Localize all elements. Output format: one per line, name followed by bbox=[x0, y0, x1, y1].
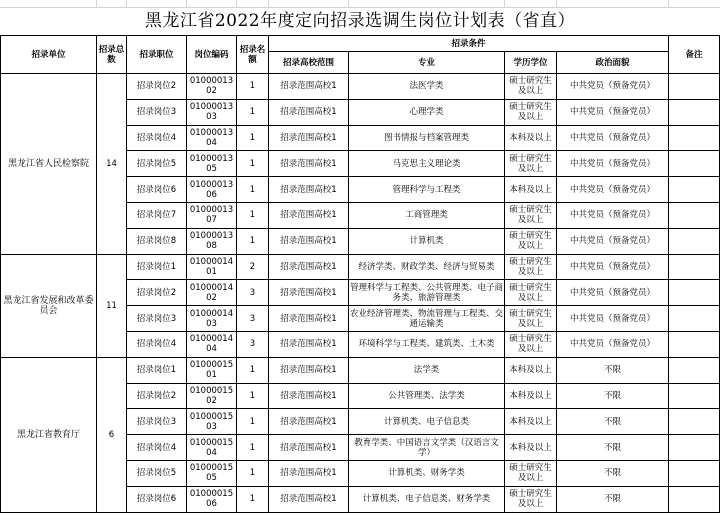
post-cell: 招录岗位1 bbox=[127, 357, 187, 383]
degree-cell: 硕士研究生及以上 bbox=[505, 99, 557, 125]
count-cell: 1 bbox=[237, 177, 269, 203]
code-cell: 0100001501 bbox=[187, 357, 237, 383]
count-cell: 1 bbox=[237, 409, 269, 435]
political-cell: 中共党员（预备党员） bbox=[557, 151, 669, 177]
degree-cell: 本科及以上 bbox=[505, 357, 557, 383]
count-cell: 1 bbox=[237, 383, 269, 409]
remark-cell bbox=[669, 74, 720, 100]
count-cell: 1 bbox=[237, 74, 269, 100]
degree-cell: 硕士研究生及以上 bbox=[505, 228, 557, 254]
political-cell: 中共党员（预备党员） bbox=[557, 74, 669, 100]
post-cell: 招录岗位4 bbox=[127, 125, 187, 151]
remark-cell bbox=[669, 357, 720, 383]
post-cell: 招录岗位2 bbox=[127, 383, 187, 409]
political-cell: 不限 bbox=[557, 409, 669, 435]
code-cell: 0100001401 bbox=[187, 254, 237, 280]
post-cell: 招录岗位1 bbox=[127, 254, 187, 280]
table-row bbox=[1, 254, 720, 280]
remark-cell bbox=[669, 435, 720, 461]
code-cell: 0100001403 bbox=[187, 306, 237, 332]
recruitment-table bbox=[0, 35, 720, 513]
major-cell: 教育学类、中国语言文学类（汉语言文学） bbox=[349, 435, 505, 461]
post-cell: 招录岗位4 bbox=[127, 331, 187, 357]
header-conditions: 招录条件 bbox=[269, 36, 669, 52]
count-cell: 3 bbox=[237, 331, 269, 357]
degree-cell: 硕士研究生及以上 bbox=[505, 460, 557, 486]
school-cell: 招录范围高校1 bbox=[269, 254, 349, 280]
degree-cell: 硕士研究生及以上 bbox=[505, 202, 557, 228]
remark-cell bbox=[669, 125, 720, 151]
total-cell: 6 bbox=[97, 357, 127, 512]
school-cell: 招录范围高校1 bbox=[269, 125, 349, 151]
remark-cell bbox=[669, 460, 720, 486]
code-cell: 0100001505 bbox=[187, 460, 237, 486]
post-cell: 招录岗位3 bbox=[127, 409, 187, 435]
remark-cell bbox=[669, 151, 720, 177]
major-cell: 马克思主义理论类 bbox=[349, 151, 505, 177]
code-cell: 0100001404 bbox=[187, 331, 237, 357]
school-cell: 招录范围高校1 bbox=[269, 357, 349, 383]
count-cell: 1 bbox=[237, 202, 269, 228]
remark-cell bbox=[669, 486, 720, 512]
code-cell: 0100001306 bbox=[187, 177, 237, 203]
school-cell: 招录范围高校1 bbox=[269, 486, 349, 512]
remark-cell bbox=[669, 409, 720, 435]
degree-cell: 本科及以上 bbox=[505, 435, 557, 461]
count-cell: 1 bbox=[237, 435, 269, 461]
political-cell: 不限 bbox=[557, 460, 669, 486]
degree-cell: 硕士研究生及以上 bbox=[505, 306, 557, 332]
major-cell: 管理科学与工程类 bbox=[349, 177, 505, 203]
code-cell: 0100001303 bbox=[187, 99, 237, 125]
remark-cell bbox=[669, 202, 720, 228]
post-cell: 招录岗位2 bbox=[127, 74, 187, 100]
degree-cell: 本科及以上 bbox=[505, 125, 557, 151]
political-cell: 中共党员（预备党员） bbox=[557, 306, 669, 332]
school-cell: 招录范围高校1 bbox=[269, 280, 349, 306]
remark-cell bbox=[669, 306, 720, 332]
count-cell: 3 bbox=[237, 280, 269, 306]
political-cell: 不限 bbox=[557, 435, 669, 461]
major-cell: 法学类 bbox=[349, 357, 505, 383]
header-political: 政治面貌 bbox=[557, 52, 669, 74]
political-cell: 中共党员（预备党员） bbox=[557, 99, 669, 125]
post-cell: 招录岗位7 bbox=[127, 202, 187, 228]
remark-cell bbox=[669, 331, 720, 357]
remark-cell bbox=[669, 254, 720, 280]
code-cell: 0100001504 bbox=[187, 435, 237, 461]
post-cell: 招录岗位8 bbox=[127, 228, 187, 254]
header-row bbox=[1, 36, 720, 52]
post-cell: 招录岗位5 bbox=[127, 151, 187, 177]
column-gridline-band bbox=[0, 0, 720, 8]
political-cell: 中共党员（预备党员） bbox=[557, 331, 669, 357]
unit-cell: 黑龙江省人民检察院 bbox=[1, 74, 97, 255]
school-cell: 招录范围高校1 bbox=[269, 460, 349, 486]
count-cell: 2 bbox=[237, 254, 269, 280]
political-cell: 不限 bbox=[557, 357, 669, 383]
major-cell: 计算机类、电子信息类 bbox=[349, 409, 505, 435]
count-cell: 1 bbox=[237, 486, 269, 512]
major-cell: 经济学类、财政学类、经济与贸易类 bbox=[349, 254, 505, 280]
degree-cell: 硕士研究生及以上 bbox=[505, 486, 557, 512]
major-cell: 计算机类、电子信息类、财务学类 bbox=[349, 486, 505, 512]
code-cell: 0100001308 bbox=[187, 228, 237, 254]
school-cell: 招录范围高校1 bbox=[269, 383, 349, 409]
header-total: 招录总数 bbox=[97, 36, 127, 74]
header-post: 招录职位 bbox=[127, 36, 187, 74]
count-cell: 1 bbox=[237, 460, 269, 486]
header-count: 招录名额 bbox=[237, 36, 269, 74]
post-cell: 招录岗位3 bbox=[127, 306, 187, 332]
count-cell: 3 bbox=[237, 306, 269, 332]
school-cell: 招录范围高校1 bbox=[269, 409, 349, 435]
code-cell: 0100001307 bbox=[187, 202, 237, 228]
post-cell: 招录岗位5 bbox=[127, 460, 187, 486]
major-cell: 公共管理类、法学类 bbox=[349, 383, 505, 409]
political-cell: 中共党员（预备党员） bbox=[557, 228, 669, 254]
major-cell: 计算机类 bbox=[349, 228, 505, 254]
count-cell: 1 bbox=[237, 125, 269, 151]
remark-cell bbox=[669, 383, 720, 409]
degree-cell: 硕士研究生及以上 bbox=[505, 74, 557, 100]
major-cell: 工商管理类 bbox=[349, 202, 505, 228]
degree-cell: 本科及以上 bbox=[505, 177, 557, 203]
header-unit: 招录单位 bbox=[1, 36, 97, 74]
code-cell: 0100001506 bbox=[187, 486, 237, 512]
unit-cell: 黑龙江省发展和改革委员会 bbox=[1, 254, 97, 357]
header-degree: 学历学位 bbox=[505, 52, 557, 74]
political-cell: 不限 bbox=[557, 383, 669, 409]
header-code: 岗位编码 bbox=[187, 36, 237, 74]
code-cell: 0100001304 bbox=[187, 125, 237, 151]
major-cell: 环境科学与工程类、建筑类、土木类 bbox=[349, 331, 505, 357]
school-cell: 招录范围高校1 bbox=[269, 151, 349, 177]
major-cell: 计算机类、财务学类 bbox=[349, 460, 505, 486]
major-cell: 心理学类 bbox=[349, 99, 505, 125]
major-cell: 管理科学与工程类、公共管理类、电子商务类、旅游管理类 bbox=[349, 280, 505, 306]
school-cell: 招录范围高校1 bbox=[269, 228, 349, 254]
political-cell: 中共党员（预备党员） bbox=[557, 202, 669, 228]
post-cell: 招录岗位6 bbox=[127, 177, 187, 203]
remark-cell bbox=[669, 280, 720, 306]
remark-cell bbox=[669, 99, 720, 125]
post-cell: 招录岗位3 bbox=[127, 99, 187, 125]
political-cell: 中共党员（预备党员） bbox=[557, 254, 669, 280]
school-cell: 招录范围高校1 bbox=[269, 202, 349, 228]
political-cell: 不限 bbox=[557, 486, 669, 512]
post-cell: 招录岗位6 bbox=[127, 486, 187, 512]
unit-cell: 黑龙江省教育厅 bbox=[1, 357, 97, 512]
school-cell: 招录范围高校1 bbox=[269, 99, 349, 125]
degree-cell: 硕士研究生及以上 bbox=[505, 280, 557, 306]
count-cell: 1 bbox=[237, 228, 269, 254]
degree-cell: 本科及以上 bbox=[505, 383, 557, 409]
header-school: 招录高校范围 bbox=[269, 52, 349, 74]
remark-cell bbox=[669, 228, 720, 254]
political-cell: 中共党员（预备党员） bbox=[557, 280, 669, 306]
table-row bbox=[1, 357, 720, 383]
school-cell: 招录范围高校1 bbox=[269, 177, 349, 203]
total-cell: 11 bbox=[97, 254, 127, 357]
page-title: 黑龙江省2022年度定向招录选调生岗位计划表（省直） bbox=[144, 11, 576, 31]
count-cell: 1 bbox=[237, 151, 269, 177]
code-cell: 0100001502 bbox=[187, 383, 237, 409]
table-row bbox=[1, 74, 720, 100]
major-cell: 图书情报与档案管理类 bbox=[349, 125, 505, 151]
degree-cell: 硕士研究生及以上 bbox=[505, 254, 557, 280]
major-cell: 农业经济管理类、物流管理与工程类、交通运输类 bbox=[349, 306, 505, 332]
degree-cell: 硕士研究生及以上 bbox=[505, 331, 557, 357]
total-cell: 14 bbox=[97, 74, 127, 255]
header-remark: 备注 bbox=[669, 36, 720, 74]
post-cell: 招录岗位2 bbox=[127, 280, 187, 306]
remark-cell bbox=[669, 177, 720, 203]
post-cell: 招录岗位4 bbox=[127, 435, 187, 461]
school-cell: 招录范围高校1 bbox=[269, 306, 349, 332]
major-cell: 法医学类 bbox=[349, 74, 505, 100]
degree-cell: 本科及以上 bbox=[505, 409, 557, 435]
political-cell: 中共党员（预备党员） bbox=[557, 177, 669, 203]
code-cell: 0100001302 bbox=[187, 74, 237, 100]
code-cell: 0100001402 bbox=[187, 280, 237, 306]
count-cell: 1 bbox=[237, 99, 269, 125]
header-major: 专业 bbox=[349, 52, 505, 74]
school-cell: 招录范围高校1 bbox=[269, 435, 349, 461]
degree-cell: 硕士研究生及以上 bbox=[505, 151, 557, 177]
code-cell: 0100001305 bbox=[187, 151, 237, 177]
code-cell: 0100001503 bbox=[187, 409, 237, 435]
school-cell: 招录范围高校1 bbox=[269, 331, 349, 357]
count-cell: 1 bbox=[237, 357, 269, 383]
political-cell: 中共党员（预备党员） bbox=[557, 125, 669, 151]
school-cell: 招录范围高校1 bbox=[269, 74, 349, 100]
